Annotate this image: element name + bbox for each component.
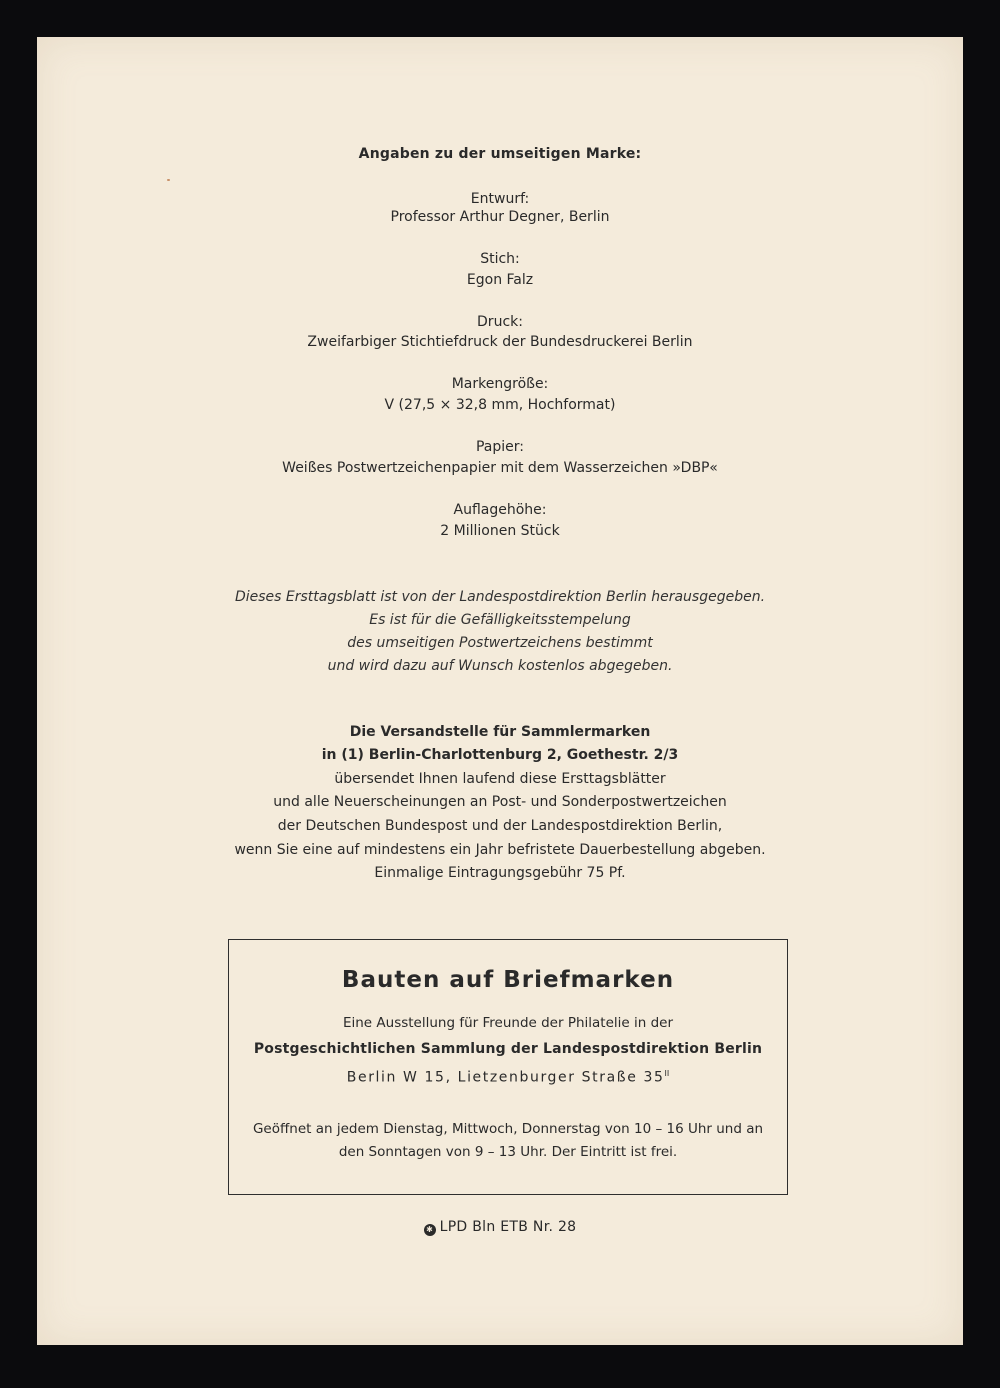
exhibition-box bbox=[228, 939, 788, 1195]
dispatch-line: der Deutschen Bundespost und der Landespostdirektion Berlin, bbox=[277, 818, 723, 834]
spec-label-engraving: Stich: bbox=[480, 251, 520, 267]
notice-line: und wird dazu auf Wunsch kostenlos abgegeben. bbox=[327, 658, 673, 674]
spec-label-paper: Papier: bbox=[475, 439, 524, 455]
spec-label-stamp-size: Markengröße: bbox=[451, 376, 549, 392]
spec-label-print-run: Auflagehöhe: bbox=[453, 502, 547, 518]
spec-value-paper: Weißes Postwertzeichenpapier mit dem Wasserzeichen »DBP« bbox=[282, 460, 718, 476]
exhibition-title: Bauten auf Briefmarken bbox=[341, 967, 675, 993]
dispatch-office-name: Die Versandstelle für Sammlermarken bbox=[349, 724, 651, 740]
exhibition-hours-line: den Sonntagen von 9 – 13 Uhr. Der Eintritt ist frei. bbox=[338, 1144, 678, 1160]
spec-value-design: Professor Arthur Degner, Berlin bbox=[390, 209, 610, 225]
dispatch-fee-line: Einmalige Eintragungsgebühr 75 Pf. bbox=[374, 865, 626, 881]
spec-value-stamp-size: V (27,5 × 32,8 mm, Hochformat) bbox=[384, 397, 616, 413]
footer-reference bbox=[37, 1219, 963, 1236]
footer-reference-text: LPD Bln ETB Nr. 28 bbox=[439, 1219, 577, 1235]
spec-value-printing: Zweifarbiger Stichtiefdruck der Bundesdruckerei Berlin bbox=[307, 334, 693, 350]
spec-value-print-run: 2 Millionen Stück bbox=[440, 523, 560, 539]
exhibition-hours-line: Geöffnet an jedem Dienstag, Mittwoch, Donnerstag von 10 – 16 Uhr und an bbox=[252, 1121, 764, 1137]
exhibition-address bbox=[229, 1069, 787, 1086]
spec-label-design: Entwurf: bbox=[470, 191, 530, 207]
exhibition-address-text: Berlin W 15, Lietzenburger Straße 35 bbox=[346, 1069, 665, 1086]
document-heading: Angaben zu der umseitigen Marke: bbox=[358, 146, 642, 162]
dispatch-line: übersendet Ihnen laufend diese Ersttagsblätter bbox=[334, 771, 666, 787]
exhibition-address-floor: II bbox=[664, 1069, 670, 1078]
dispatch-line: wenn Sie eine auf mindestens ein Jahr befristete Dauerbestellung abgeben. bbox=[234, 842, 766, 858]
notice-line: Dieses Ersttagsblatt ist von der Landespostdirektion Berlin herausgegeben. bbox=[234, 589, 766, 605]
post-horn-logo-icon: ✱ bbox=[424, 1224, 436, 1236]
dispatch-line: und alle Neuerscheinungen an Post- und Sonderpostwertzeichen bbox=[273, 794, 727, 810]
document-sheet bbox=[37, 37, 963, 1345]
paper-fleck bbox=[167, 179, 170, 181]
spec-value-engraving: Egon Falz bbox=[466, 272, 534, 288]
exhibition-venue: Postgeschichtlichen Sammlung der Landespostdirektion Berlin bbox=[253, 1041, 763, 1057]
notice-line: des umseitigen Postwertzeichens bestimmt bbox=[347, 635, 653, 651]
spec-label-printing: Druck: bbox=[477, 314, 523, 330]
exhibition-subtitle: Eine Ausstellung für Freunde der Philatelie in der bbox=[342, 1015, 674, 1031]
dispatch-office-address: in (1) Berlin-Charlottenburg 2, Goethestr. 2/3 bbox=[321, 747, 679, 763]
notice-line: Es ist für die Gefälligkeitsstempelung bbox=[369, 612, 631, 628]
